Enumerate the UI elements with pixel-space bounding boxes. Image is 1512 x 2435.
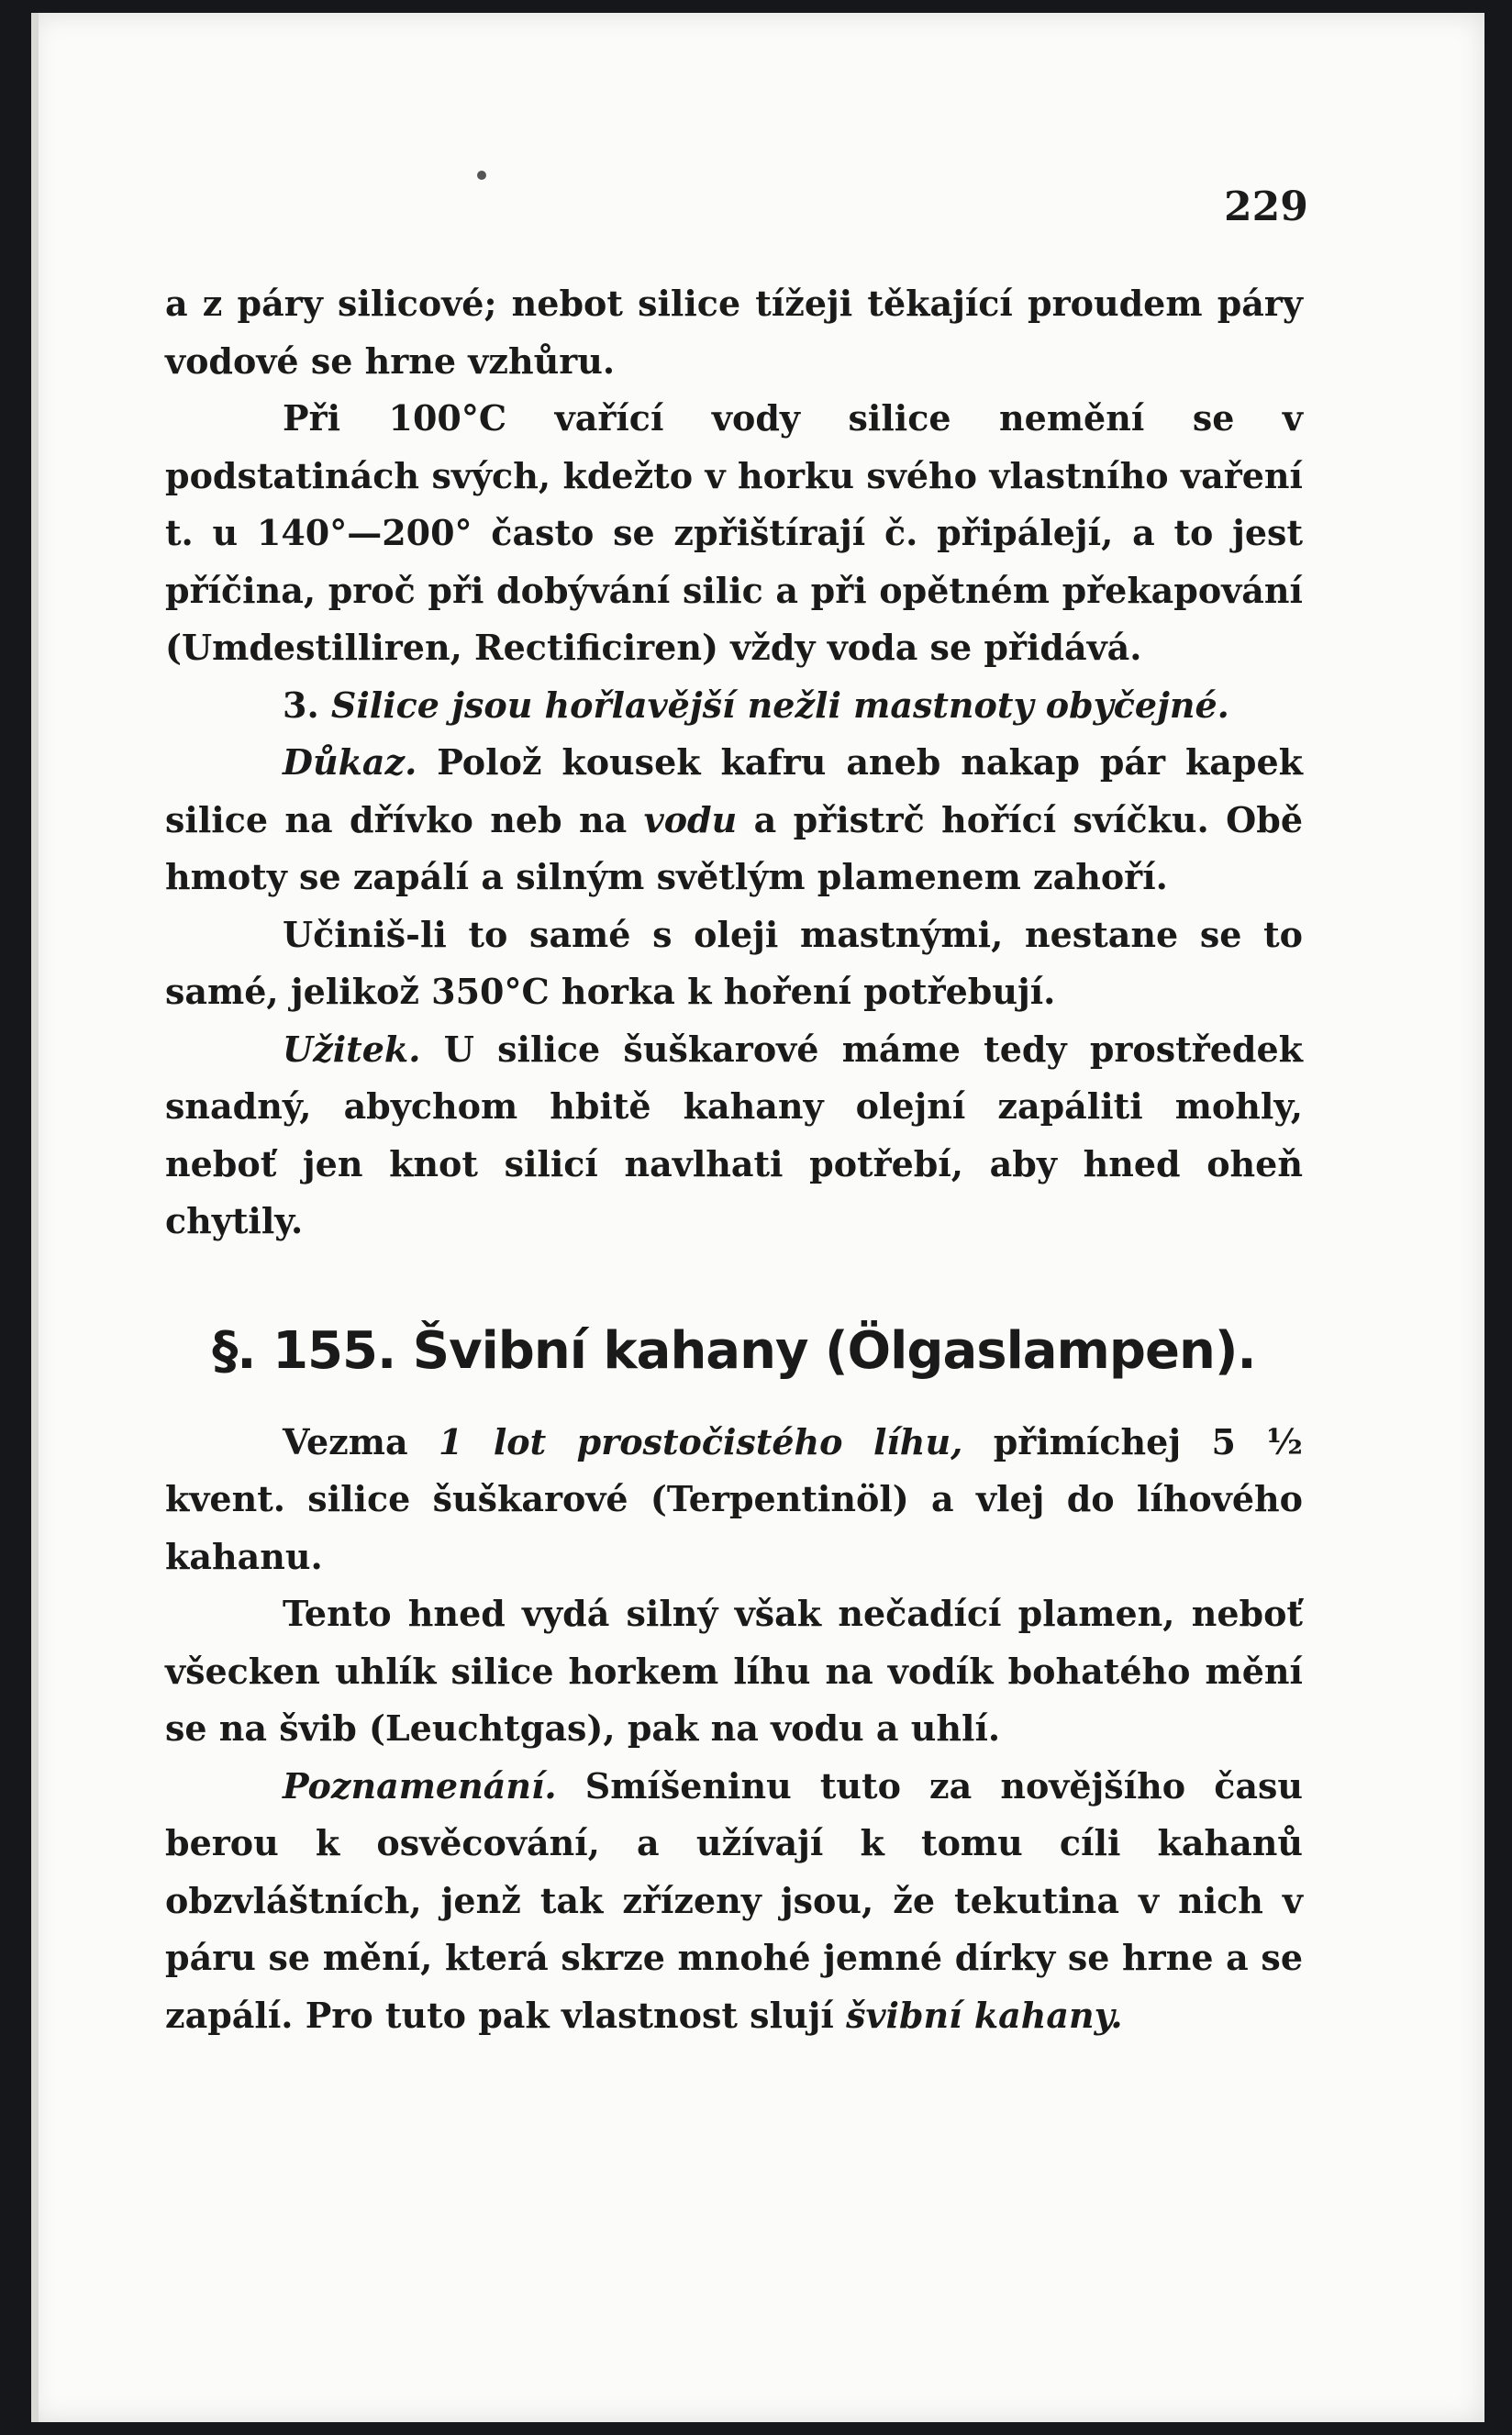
use-label: Užitek. [283, 1028, 421, 1070]
paragraph [165, 1758, 1303, 2045]
paragraph [165, 1414, 1303, 1586]
paragraph [165, 734, 1303, 906]
italic-phrase: 1 lot prostočistého líhu, [439, 1420, 963, 1462]
page-number: 229 [1224, 183, 1308, 230]
paragraph [165, 1021, 1303, 1251]
paragraph-text: Vezma [283, 1420, 408, 1462]
paragraph-text: Smíšeninu tuto za novějšího času berou k osvěcování, a užívají k tomu cíli kahanů obzvláštních, jenž tak zřízeny jsou, že tekutina v nich v páru se mění, která skrze mnohé jemné dírky se hrne a se zapálí. Pro tuto pak vlastnost slují [165, 1764, 1303, 2036]
section-heading: §. 155. Švibní kahany (Ölgaslampen). [212, 1320, 1256, 1381]
theorem-line [165, 677, 1303, 735]
page-edge [31, 13, 39, 2422]
italic-word: vodu [643, 798, 738, 840]
paragraph-text: Polož kousek kafru aneb nakap pár kapek silice na dřívko neb na [165, 741, 1303, 840]
paragraph-text: U silice šuškarové máme tedy prostředek snadný, abychom hbitě kahany olejní zapáliti mohly, neboť jen knot silicí navlhati potřebí, aby hned oheň chytily. [165, 1028, 1303, 1241]
theorem-number: 3. [283, 684, 319, 726]
body-text [165, 275, 1303, 2044]
paragraph: Učiniš-li to samé s oleji mastnými, nestane se to samé, jelikož 350°C horka k hoření potřebují. [165, 913, 1303, 1012]
paragraph: a z páry silicové; nebot silice tížeji těkající proudem páry vodové se hrne vzhůru. [165, 283, 1303, 382]
note-label: Poznamenání. [283, 1764, 557, 1807]
speck-mark [477, 171, 486, 180]
paragraph: Tento hned vydá silný však nečadící plamen, neboť všecken uhlík silice horkem líhu na vodík bohatého mění se na švib (Leuchtgas), pak na vodu a uhlí. [165, 1593, 1303, 1749]
paragraph-text: přimíchej 5 ½ kvent. silice šuškarové (Terpentinöl) a vlej do líhového kahanu. [165, 1420, 1303, 1577]
paragraph-text: a přistrč hořící svíčku. Obě hmoty se zapálí a silným světlým plamenem zahoří. [165, 798, 1303, 897]
theorem-text: Silice jsou hořlavější nežli mastnoty obyčejné. [330, 684, 1229, 726]
paragraph: Při 100°C vařící vody silice nemění se v podstatinách svých, kdežto v horku svého vlastního vaření t. u 140°—200° často se zpřištírají č. připálejí, a to jest příčina, proč při dobývání silic a při opětném překapování (Umdestilliren, Rectificiren) vždy voda se přidává. [165, 397, 1303, 668]
proof-label: Důkaz. [283, 741, 417, 783]
italic-phrase: švibní kahany. [846, 1994, 1123, 2036]
